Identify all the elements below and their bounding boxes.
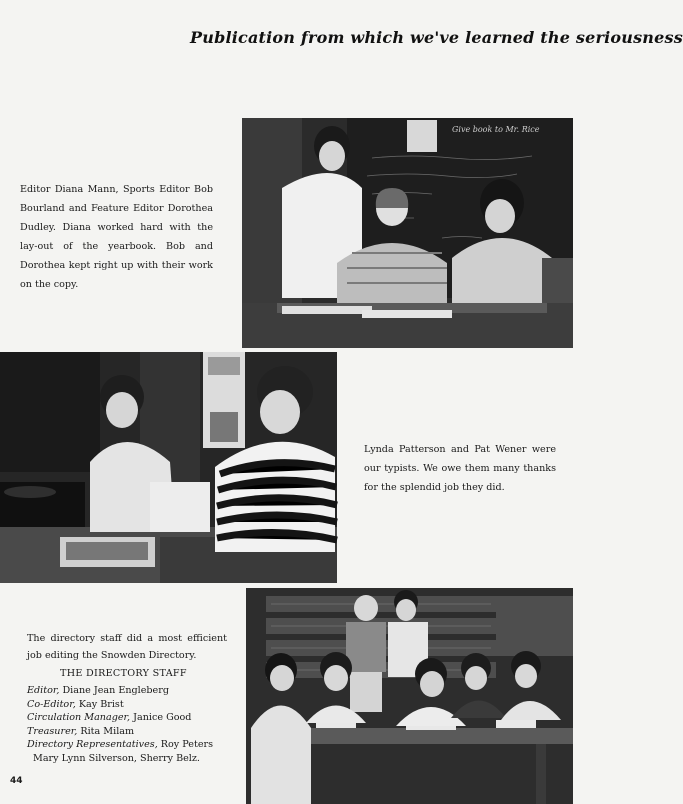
typists-caption: Lynda Patterson and Pat Wener were our typists. We owe them many thanks for the splendid job they did.	[364, 444, 556, 493]
staff-role: Circulation Manager,	[27, 712, 131, 723]
staff-row	[27, 711, 213, 725]
directory-staff-title: THE DIRECTORY STAFF	[60, 668, 187, 679]
blackboard-text: Give book to Mr. Rice	[452, 125, 540, 134]
staff-names: Janice Good	[130, 712, 192, 723]
staff-names: Roy Peters	[157, 739, 214, 750]
page-header: Publication from which we've learned the seriousness	[190, 28, 683, 47]
staff-names: Rita Milam	[77, 725, 135, 737]
editors-photo	[242, 118, 573, 348]
staff-row	[27, 725, 213, 739]
directory-staff-photo	[246, 588, 573, 804]
staff-names: Mary Lynn Silverson, Sherry Belz.	[33, 752, 200, 764]
editors-caption: Editor Diana Mann, Sports Editor Bob Bourland and Feature Editor Dorothea Dudley. Diana worked hard with the lay-out of the yearbook. Bob and Dorothea kept right up with their work on the copy.	[20, 184, 213, 290]
staff-row	[27, 698, 213, 712]
staff-row	[27, 738, 213, 752]
typists-photo	[0, 352, 337, 583]
editors-photo-image	[242, 118, 573, 348]
directory-staff-photo-image	[246, 588, 573, 804]
staff-names: Kay Brist	[75, 698, 124, 710]
directory-caption: The directory staff did a most efficient job editing the Snowden Directory.	[27, 633, 227, 661]
staff-names: Diane Jean Engleberg	[59, 685, 169, 696]
staff-role: Editor,	[27, 685, 60, 696]
staff-row	[27, 684, 213, 698]
staff-role: Co-Editor,	[27, 698, 76, 710]
staff-role: Treasurer,	[27, 725, 78, 737]
typists-photo-image	[0, 352, 337, 583]
directory-staff-list	[27, 684, 213, 765]
staff-role: Directory Representatives,	[27, 739, 158, 750]
staff-row	[27, 752, 213, 766]
page-number: 44	[10, 776, 23, 786]
